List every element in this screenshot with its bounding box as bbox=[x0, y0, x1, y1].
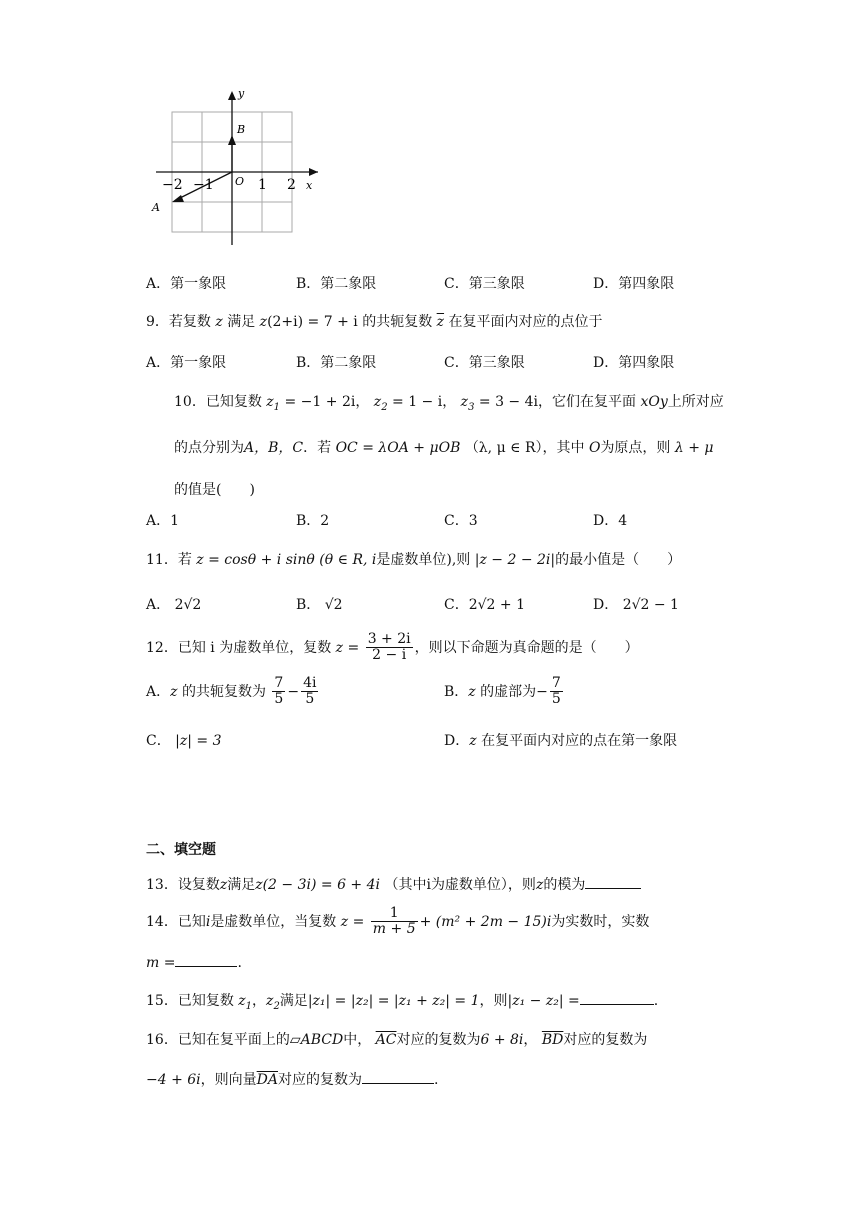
tick-minus1: −1 bbox=[193, 177, 214, 193]
point-b-label: B bbox=[237, 123, 246, 136]
q15-answer-blank[interactable] bbox=[580, 1004, 654, 1005]
q8-option-a[interactable]: A．第一象限 bbox=[146, 276, 227, 292]
y-axis-label: y bbox=[238, 87, 245, 100]
q16-line1: 16．已知在复平面上的▱ABCD中， $\overline{AC}$对应的复数为6 + 8i， $\overline{BD}$对应的复数为 bbox=[146, 1032, 648, 1048]
section-title-fill-in: 二、填空题 bbox=[146, 842, 216, 858]
q15-stem: 15．已知复数 $z_1$，$z_2$满足|z₁| = |z₂| = |z₁ + z₂| = 1，则|z₁ − z₂| = . bbox=[146, 993, 659, 1012]
q10-line3: 的值是( ) bbox=[174, 482, 255, 498]
q12-option-c[interactable]: C． |z| = 3 bbox=[146, 733, 222, 749]
q14-line2: m = . bbox=[146, 955, 242, 971]
origin-label: O bbox=[235, 175, 245, 188]
q10-option-c[interactable]: C．3 bbox=[444, 513, 478, 529]
q13-stem: 13．设复数z满足z(2 − 3i) = 6 + 4i （其中i为虚数单位），则z的模为 bbox=[146, 877, 641, 894]
q12-option-a[interactable]: A．z 的共轭复数为 $\frac{7}{5}$ − $\frac{4i}{5}$ bbox=[146, 675, 317, 708]
q10-option-b[interactable]: B．2 bbox=[296, 513, 330, 529]
q8-option-d[interactable]: D．第四象限 bbox=[593, 276, 675, 292]
q10-line1: 10．已知复数 $z_1 = -1 + 2i$， $z_2 = 1 - i$， $z_3 = 3 - 4i$，它们在复平面 xOy上所对应 bbox=[174, 394, 724, 413]
x-axis-label: x bbox=[306, 179, 313, 192]
q11-option-c[interactable]: C．2√2 + 1 bbox=[444, 597, 525, 613]
q9-option-c[interactable]: C．第三象限 bbox=[444, 355, 525, 371]
q12-option-d[interactable]: D．z 在复平面内对应的点在第一象限 bbox=[444, 733, 678, 749]
q8-option-c[interactable]: C．第三象限 bbox=[444, 276, 525, 292]
q16-line2: −4 + 6i，则向量$\overline{DA}$对应的复数为 . bbox=[146, 1072, 439, 1088]
q16-answer-blank[interactable] bbox=[362, 1083, 434, 1084]
q9-option-d[interactable]: D．第四象限 bbox=[593, 355, 675, 371]
q10-option-d[interactable]: D．4 bbox=[593, 513, 628, 529]
q11-option-b[interactable]: B． √2 bbox=[296, 597, 343, 613]
coordinate-figure bbox=[148, 85, 328, 255]
q8-option-b[interactable]: B．第二象限 bbox=[296, 276, 377, 292]
q9-stem: 9．若复数 z 满足 z(2+i) = 7 + i 的共轭复数 $\overline{z}$ 在复平面内对应的点位于 bbox=[146, 314, 603, 330]
q12-option-b[interactable]: B．z 的虚部为− $\frac{7}{5}$ bbox=[444, 675, 561, 708]
q13-answer-blank[interactable] bbox=[585, 888, 641, 889]
tick-2: 2 bbox=[287, 177, 296, 193]
q11-option-d[interactable]: D． 2√2 − 1 bbox=[593, 597, 679, 613]
q11-stem: 11．若 z = cosθ + i sinθ (θ ∈ R, i是虚数单位),则 |z − 2 − 2i|的最小值是（ ） bbox=[146, 552, 682, 568]
tick-minus2: −2 bbox=[162, 177, 183, 193]
q14-stem: 14．已知i是虚数单位，当复数 z = $\frac{1}{m + 5}$ + (m² + 2m − 15)i为实数时，实数 bbox=[146, 905, 650, 938]
point-a-label: A bbox=[152, 201, 160, 214]
q10-line2: 的点分别为A，B，C．若 OC = λOA + μOB （λ, μ ∈ R），其中 O为原点，则 λ + μ bbox=[174, 440, 714, 456]
tick-1: 1 bbox=[258, 177, 267, 193]
q10-option-a[interactable]: A．1 bbox=[146, 513, 180, 529]
q9-option-b[interactable]: B．第二象限 bbox=[296, 355, 377, 371]
q12-stem: 12．已知 i 为虚数单位，复数 z = $\frac{3 + 2i}{2 - i}$ ，则以下命题为真命题的是（ ） bbox=[146, 631, 639, 664]
q14-answer-blank[interactable] bbox=[175, 966, 237, 967]
q11-option-a[interactable]: A． 2√2 bbox=[146, 597, 202, 613]
q9-option-a[interactable]: A．第一象限 bbox=[146, 355, 227, 371]
